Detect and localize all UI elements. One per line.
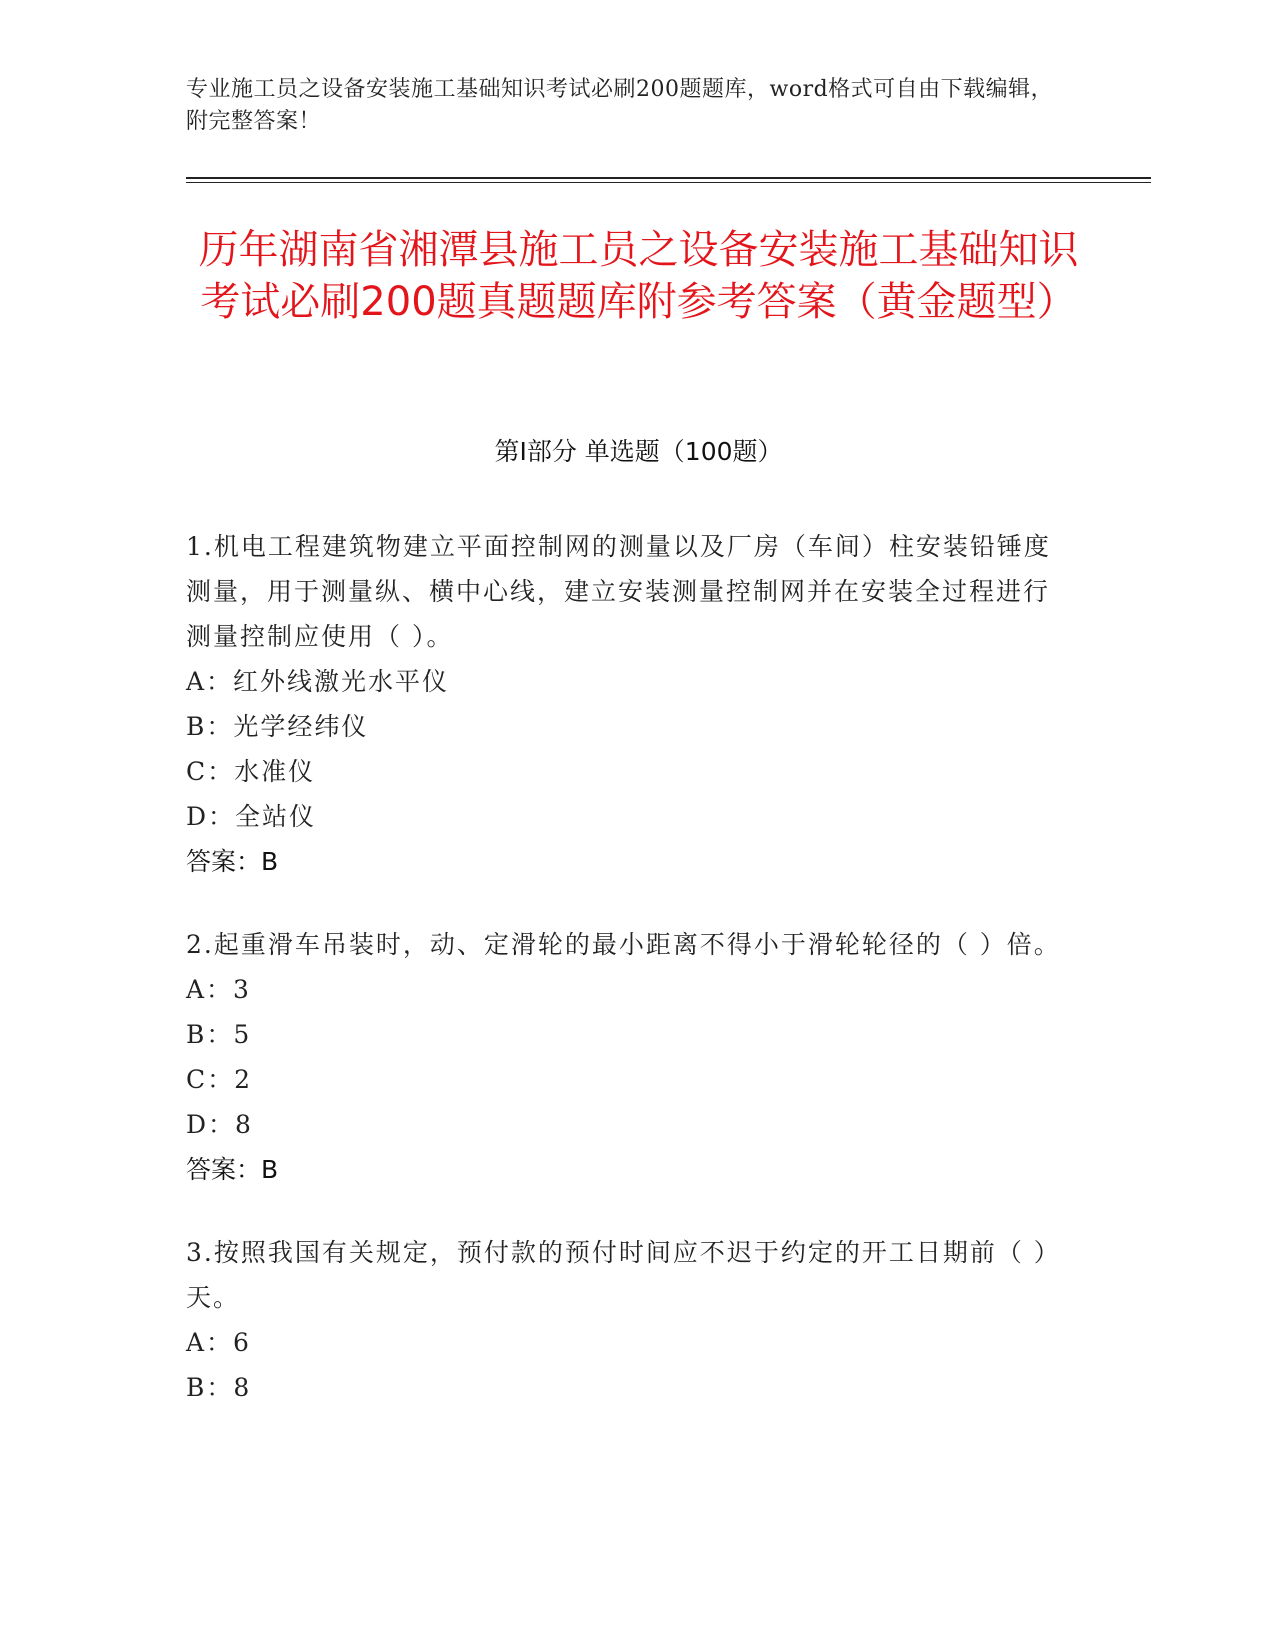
header-note: 专业施工员之设备安装施工基础知识考试必刷200题题库，word格式可自由下载编辑，附完整答案！ <box>186 77 1054 134</box>
question-option: A：6 <box>186 1328 251 1357</box>
question-stem: 3.按照我国有关规定，预付款的预付时间应不迟于约定的开工日期前（ ）天。 <box>186 1238 1061 1312</box>
question-answer: 答案：B <box>186 1155 279 1184</box>
document-title: 历年湖南省湘潭县施工员之设备安装施工基础知识考试必刷200题真题题库附参考答案（黄金题型） <box>198 227 1079 325</box>
question-option: A：3 <box>186 975 251 1004</box>
question-answer: 答案：B <box>186 847 279 876</box>
section-title: 第Ⅰ部分 单选题（100题） <box>494 437 783 466</box>
question-option: C：水准仪 <box>186 757 316 786</box>
question-list <box>186 524 1066 1448</box>
question-option: B：5 <box>186 1020 252 1049</box>
question-item <box>186 524 1066 884</box>
question-item <box>186 922 1066 1192</box>
question-stem: 1.机电工程建筑物建立平面控制网的测量以及厂房（车间）柱安装铅锤度测量，用于测量纵、横中心线，建立安装测量控制网并在安装全过程进行测量控制应使用（ ）。 <box>186 532 1051 651</box>
header-divider-thin <box>186 182 1151 183</box>
question-option: D：8 <box>186 1110 253 1139</box>
header-divider-thick <box>186 177 1151 179</box>
question-option: D：全站仪 <box>186 802 317 831</box>
question-option: B：光学经纬仪 <box>186 712 369 741</box>
question-option: A：红外线激光水平仪 <box>186 667 450 696</box>
question-item <box>186 1230 1066 1410</box>
question-option: B：8 <box>186 1373 252 1402</box>
question-stem: 2.起重滑车吊装时，动、定滑轮的最小距离不得小于滑轮轮径的（ ）倍。 <box>186 930 1061 959</box>
question-option: C：2 <box>186 1065 253 1094</box>
